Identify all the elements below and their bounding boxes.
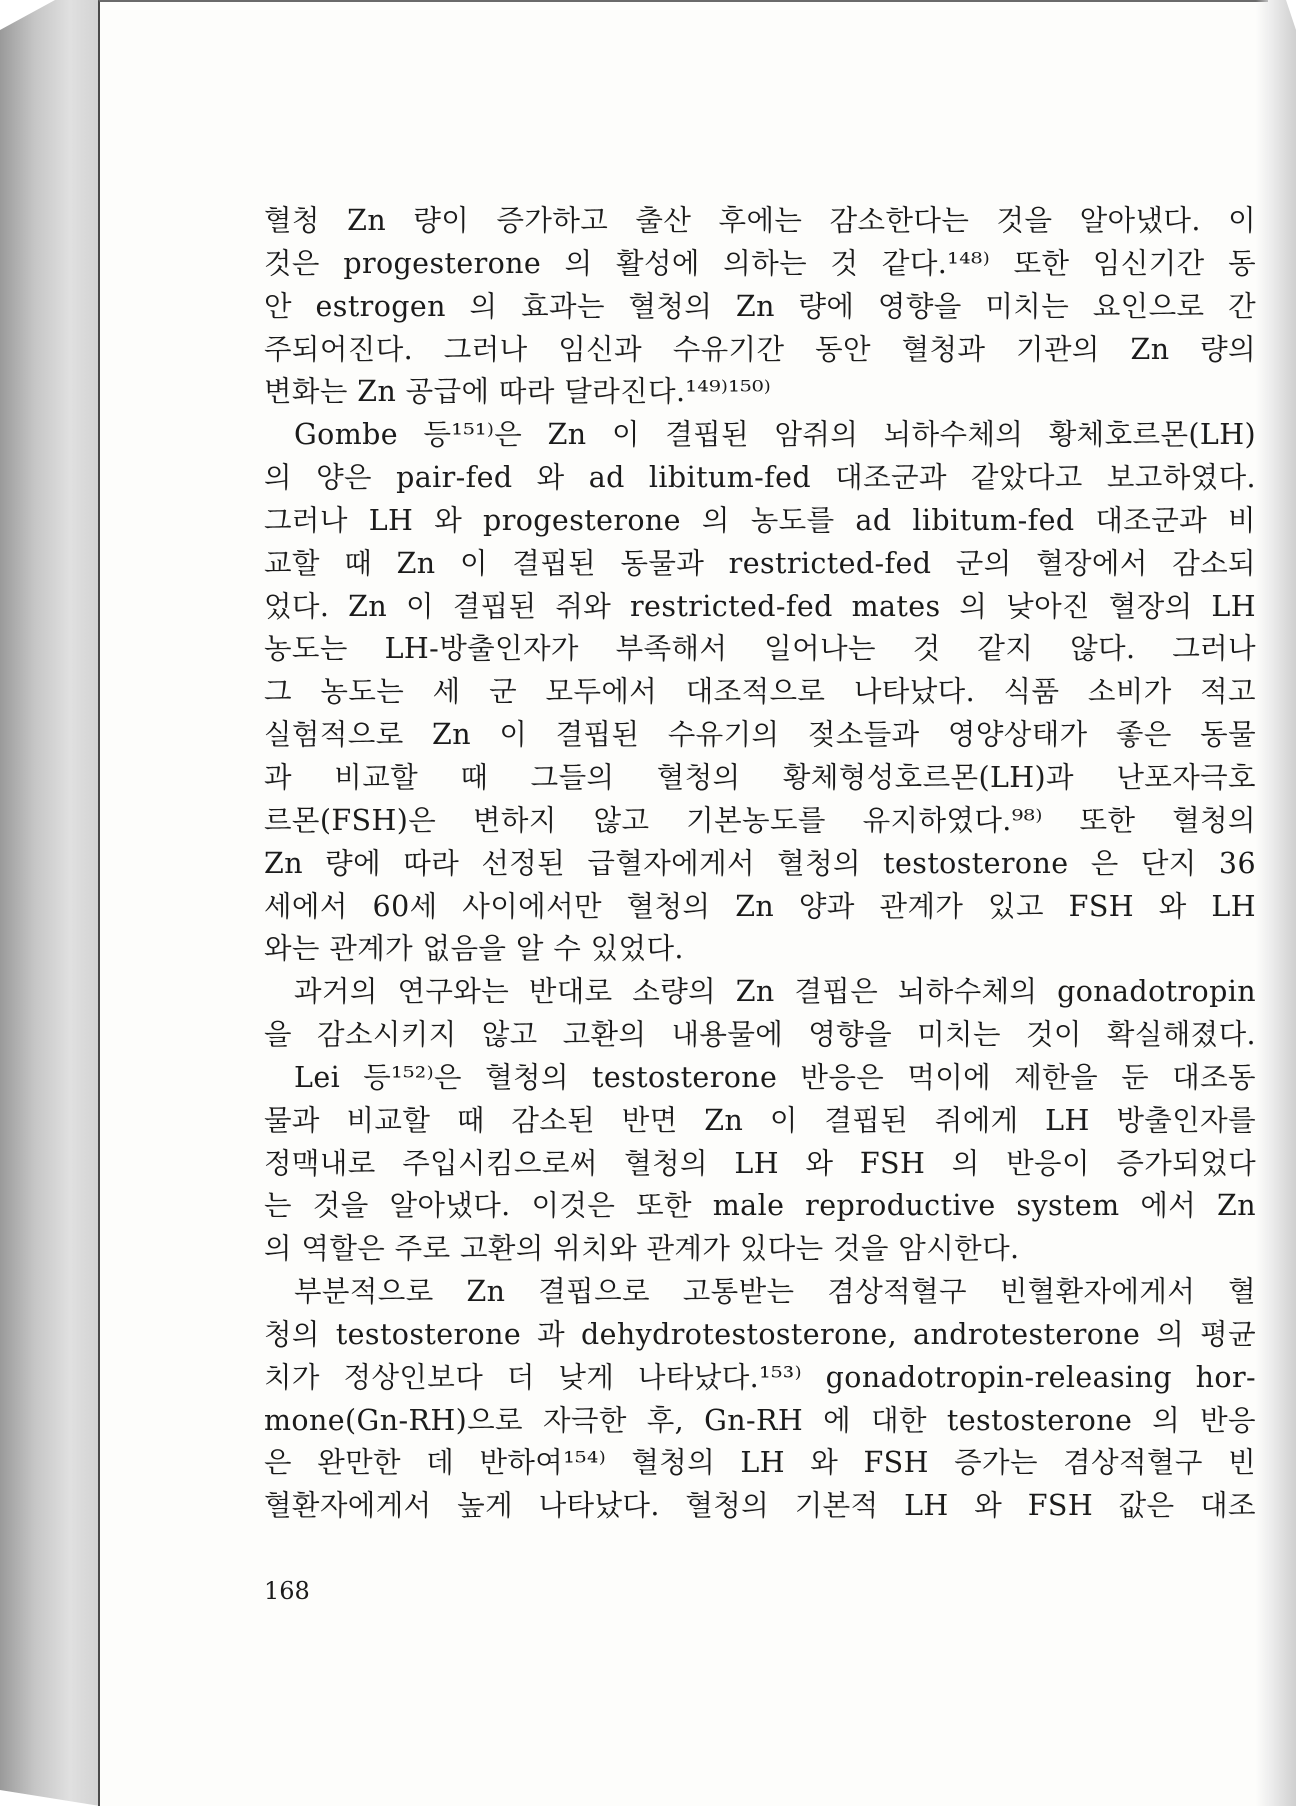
text-line: 의 역할은 주로 고환의 위치와 관계가 있다는 것을 암시한다.: [264, 1232, 1020, 1266]
text-line: 는 것을 알아냈다. 이것은 또한 male reproductive system 에서 Zn: [264, 1189, 1256, 1223]
text-line: Lei 등¹⁵²⁾은 혈청의 testosterone 반응은 먹이에 제한을 둔 대조동: [294, 1060, 1256, 1094]
text-line: 혈청 Zn 량이 증가하고 출산 후에는 감소한다는 것을 알아냈다. 이: [264, 204, 1256, 237]
text-line: mone(Gn-RH)으로 자극한 후, Gn-RH 에 대한 testosterone 의 반응: [264, 1403, 1256, 1437]
text-line: 세에서 60세 사이에서만 혈청의 Zn 양과 관계가 있고 FSH 와 LH: [264, 889, 1256, 923]
body-text: [264, 200, 1256, 1528]
text-line: 의 양은 pair-fed 와 ad libitum-fed 대조군과 같았다고 보고하였다.: [264, 461, 1256, 495]
text-line: 과거의 연구와는 반대로 소량의 Zn 결핍은 뇌하수체의 gonadotropin: [294, 975, 1256, 1009]
page-edge-shadow: [1256, 0, 1296, 1806]
text-line: 주되어진다. 그러나 임신과 수유기간 동안 혈청과 기관의 Zn 량의: [264, 332, 1256, 366]
text-line: 변화는 Zn 공급에 따라 달라진다.¹⁴⁹⁾¹⁵⁰⁾: [264, 375, 772, 409]
text-line: 혈환자에게서 높게 나타났다. 혈청의 기본적 LH 와 FSH 값은 대조: [264, 1489, 1256, 1523]
text-line: 치가 정상인보다 더 낮게 나타났다.¹⁵³⁾ gonadotropin-releasing hor-: [264, 1360, 1256, 1394]
text-line: 청의 testosterone 과 dehydrotestosterone, androtesterone 의 평균: [264, 1317, 1256, 1351]
text-line: 실험적으로 Zn 이 결핍된 수유기의 젖소들과 영양상태가 좋은 동물: [264, 718, 1256, 752]
book-page: [98, 0, 1268, 1806]
text-line: 물과 비교할 때 감소된 반면 Zn 이 결핍된 쥐에게 LH 방출인자를: [264, 1103, 1256, 1137]
text-line: 것은 progesterone 의 활성에 의하는 것 같다.¹⁴⁸⁾ 또한 임신기간 동: [264, 246, 1256, 280]
book-spine: [0, 0, 100, 1806]
text-line: 농도는 LH-방출인자가 부족해서 일어나는 것 같지 않다. 그러나: [264, 632, 1256, 666]
text-line: 안 estrogen 의 효과는 혈청의 Zn 량에 영향을 미치는 요인으로 간: [264, 289, 1256, 323]
text-line: 르몬(FSH)은 변하지 않고 기본농도를 유지하였다.⁹⁸⁾ 또한 혈청의: [264, 803, 1256, 837]
text-line: 었다. Zn 이 결핍된 쥐와 restricted-fed mates 의 낮아진 혈장의 LH: [264, 589, 1256, 623]
text-line: 은 완만한 데 반하여¹⁵⁴⁾ 혈청의 LH 와 FSH 증가는 겸상적혈구 빈: [264, 1446, 1256, 1480]
text-line: Zn 량에 따라 선정된 급혈자에게서 혈청의 testosterone 은 단지 36: [264, 846, 1256, 880]
text-line: 을 감소시키지 않고 고환의 내용물에 영향을 미치는 것이 확실해졌다.: [264, 1018, 1256, 1052]
text-line: 그 농도는 세 군 모두에서 대조적으로 나타났다. 식품 소비가 적고: [264, 675, 1256, 709]
page-number: 168: [264, 1577, 310, 1605]
text-line: 과 비교할 때 그들의 혈청의 황체형성호르몬(LH)과 난포자극호: [264, 760, 1256, 794]
text-line: 정맥내로 주입시킴으로써 혈청의 LH 와 FSH 의 반응이 증가되었다: [264, 1146, 1256, 1180]
text-line: 부분적으로 Zn 결핍으로 고통받는 겸상적혈구 빈혈환자에게서 혈: [294, 1275, 1256, 1309]
text-line: 그러나 LH 와 progesterone 의 농도를 ad libitum-fed 대조군과 비: [264, 503, 1256, 537]
text-line: Gombe 등¹⁵¹⁾은 Zn 이 결핍된 암쥐의 뇌하수체의 황체호르몬(LH): [294, 418, 1256, 452]
text-line: 교할 때 Zn 이 결핍된 동물과 restricted-fed 군의 혈장에서 감소되: [264, 546, 1256, 580]
text-line: 와는 관계가 없음을 알 수 있었다.: [264, 932, 684, 966]
